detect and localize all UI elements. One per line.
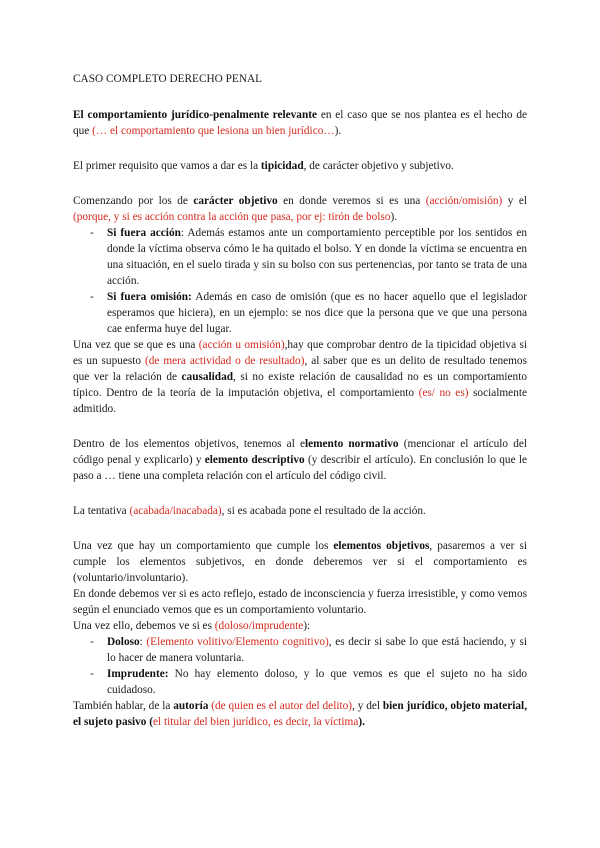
document-body: [73, 71, 527, 730]
list-item-doloso: - Doloso: (Elemento volitivo/Elemento cognitivo), es decir si sabe lo que está haciendo, y si lo hacer de manera voluntaria.: [73, 634, 527, 666]
intent-list: [73, 634, 527, 698]
list-item-imprudente: - Imprudente: No hay elemento doloso, y lo que vemos es que el sujeto no ha sido cuidadoso.: [73, 666, 527, 698]
paragraph-attempt: La tentativa (acabada/inacabada), si es acabada pone el resultado de la acción.: [73, 505, 426, 517]
paragraph-tipicidad: El primer requisito que vamos a dar es la tipicidad, de carácter objetivo y subjetivo.: [73, 160, 454, 172]
paragraph-subjective-elements: Una vez que hay un comportamiento que cumple los elementos objetivos, pasaremos a ver si cumple los elementos subjetivos, en donde deberemos ver si el comportamiento es (voluntario/involuntario).: [73, 540, 527, 584]
paragraph-voluntary: En donde debemos ver si es acto reflejo, estado de inconsciencia y fuerza irresistible, y como vemos según el enunciado vemos que es un comportamiento voluntario.: [73, 588, 527, 616]
paragraph-intent: Una vez ello, debemos ve si es (doloso/imprudente):: [73, 620, 311, 632]
paragraph-authorship: También hablar, de la autoría (de quien es el autor del delito), y del bien jurídico, objeto material, el sujeto pasivo (el titular del bien jurídico, es decir, la víctima).: [73, 700, 528, 728]
paragraph-relevant-behavior: El comportamiento jurídico-penalmente relevante en el caso que se nos plantea es el hecho de que (… el comportamiento que lesiona un bien jurídico…).: [73, 109, 528, 137]
paragraph-objective-character: Comenzando por los de carácter objetivo en donde veremos si es una (acción/omisión) y el (porque, y si es acción contra la acción que pasa, por ej: tirón de bolso).: [73, 195, 527, 223]
paragraph-objective-elements: Dentro de los elementos objetivos, tenemos al elemento normativo (mencionar el artículo del código penal y explicarlo) y elemento descriptivo (y describir el artículo). En conclusión lo que le paso a … tiene una completa relación con el artículo del código civil.: [73, 438, 528, 482]
document-title: CASO COMPLETO DERECHO PENAL: [73, 73, 263, 85]
list-item-action: - Si fuera acción: Además estamos ante un comportamiento perceptible por los sentidos en donde la víctima observa cómo le ha quitado el bolso. Y en donde la víctima se encuentra en una situación, en el suelo tirada y sin su bolso con sus pertenencias, por tanto se trata de una acción.: [73, 225, 527, 289]
paragraph-causality: Una vez que se que es una (acción u omisión),hay que comprobar dentro de la tipicidad objetiva si es un supuesto (de mera actividad o de resultado), al saber que es un delito de resultado tenemos que ver la relación de causalidad, si no existe relación de causalidad no es un comportamiento típico. Dentro de la teoría de la imputación objetiva, el comportamiento (es/ no es) socialmente admitido.: [73, 339, 527, 415]
action-omission-list: [73, 225, 527, 337]
list-item-omission: - Si fuera omisión: Además en caso de omisión (que es no hacer aquello que el legislador esperamos que hiciera), en un ejemplo: se nos dice que la persona que ve que una persona cae enferma huye del lugar.: [73, 289, 527, 337]
